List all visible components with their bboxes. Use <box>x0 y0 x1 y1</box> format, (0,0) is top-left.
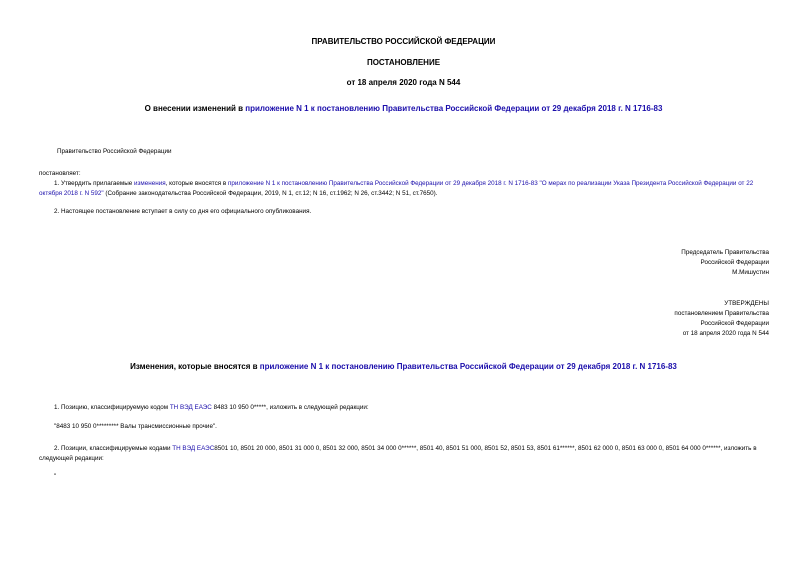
title-prefix: О внесении изменений в <box>144 104 246 113</box>
government-heading: ПРАВИТЕЛЬСТВО РОССИЙСКОЙ ФЕДЕРАЦИИ <box>311 37 496 46</box>
intro-text: Правительство Российской Федерации <box>57 148 172 155</box>
approved-line-3: Российской Федерации <box>700 320 769 327</box>
paragraph-1-text-b: , которые вносятся в <box>165 180 229 187</box>
signature-position-1: Председатель Правительства <box>681 249 769 256</box>
document-date-number: от 18 апреля 2020 года N 544 <box>346 78 461 87</box>
change-item-2-text-a: 2. Позиции, классифицируемые кодами <box>54 445 173 452</box>
opening-quote: " <box>54 473 57 480</box>
changes-title <box>0 362 807 371</box>
change-item-1 <box>54 404 369 411</box>
paragraph-1 <box>39 179 772 198</box>
change-item-1-wording: "8483 10 950 0********* Валы трансмиссионные прочие". <box>54 423 217 430</box>
approved-line-1: УТВЕРЖДЕНЫ <box>724 300 769 307</box>
changes-title-link[interactable]: приложение N 1 к постановлению Правительства Российской Федерации от 29 декабря 2018 г. N 1716-83 <box>259 362 677 371</box>
title-link[interactable]: приложение N 1 к постановлению Правительства Российской Федерации от 29 декабря 2018 г. N 1716-83 <box>245 104 663 113</box>
approved-line-2: постановлением Правительства <box>674 310 769 317</box>
change-item-2 <box>39 444 772 463</box>
signature-position-2: Российской Федерации <box>700 259 769 266</box>
paragraph-2: 2. Настоящее постановление вступает в силу со дня его официального опубликования. <box>54 208 312 215</box>
paragraph-1-text-a: 1. Утвердить прилагаемые <box>54 180 134 187</box>
decides-text: постановляет: <box>39 170 81 177</box>
tn-ved-link-1[interactable]: ТН ВЭД ЕАЭС <box>169 404 212 411</box>
paragraph-1-text-c: (Собрание законодательства Российской Федерации, 2019, N 1, ст.12; N 16, ст.1962; N 26, ст.3442; N 51, ст.7650). <box>103 189 438 197</box>
tn-ved-link-2[interactable]: ТН ВЭД ЕАЭС <box>172 445 215 452</box>
signature-name: М.Мишустин <box>732 269 769 276</box>
change-item-1-text-b: 8483 10 950 0*****, изложить в следующей редакции: <box>211 404 369 411</box>
changes-link[interactable]: изменения <box>134 180 166 187</box>
annex-link[interactable]: приложение N 1 к постановлению Правительства Российской Федерации от 29 декабря 2018 г. N 1716-83 "О мерах по реализации Указа Президента Российской Федерации от 22 октября 2018 г. N 592" <box>39 180 754 197</box>
change-item-1-text-a: 1. Позицию, классифицируемую кодом <box>54 404 170 411</box>
document-type: ПОСТАНОВЛЕНИЕ <box>366 58 441 67</box>
document-title <box>0 104 807 113</box>
change-item-2-text-b: 8501 10, 8501 20 000, 8501 31 000 0, 8501 32 000, 8501 34 000 0******, 8501 40, 8501 51 000, 8501 52, 8501 53, 8501 61******, 8501 62 000 0, 8501 63 000 0, 8501 64 000 0******, изложить в следующей редакции: <box>39 445 757 462</box>
approved-line-4: от 18 апреля 2020 года N 544 <box>682 330 769 337</box>
changes-title-prefix: Изменения, которые вносятся в <box>130 362 260 371</box>
